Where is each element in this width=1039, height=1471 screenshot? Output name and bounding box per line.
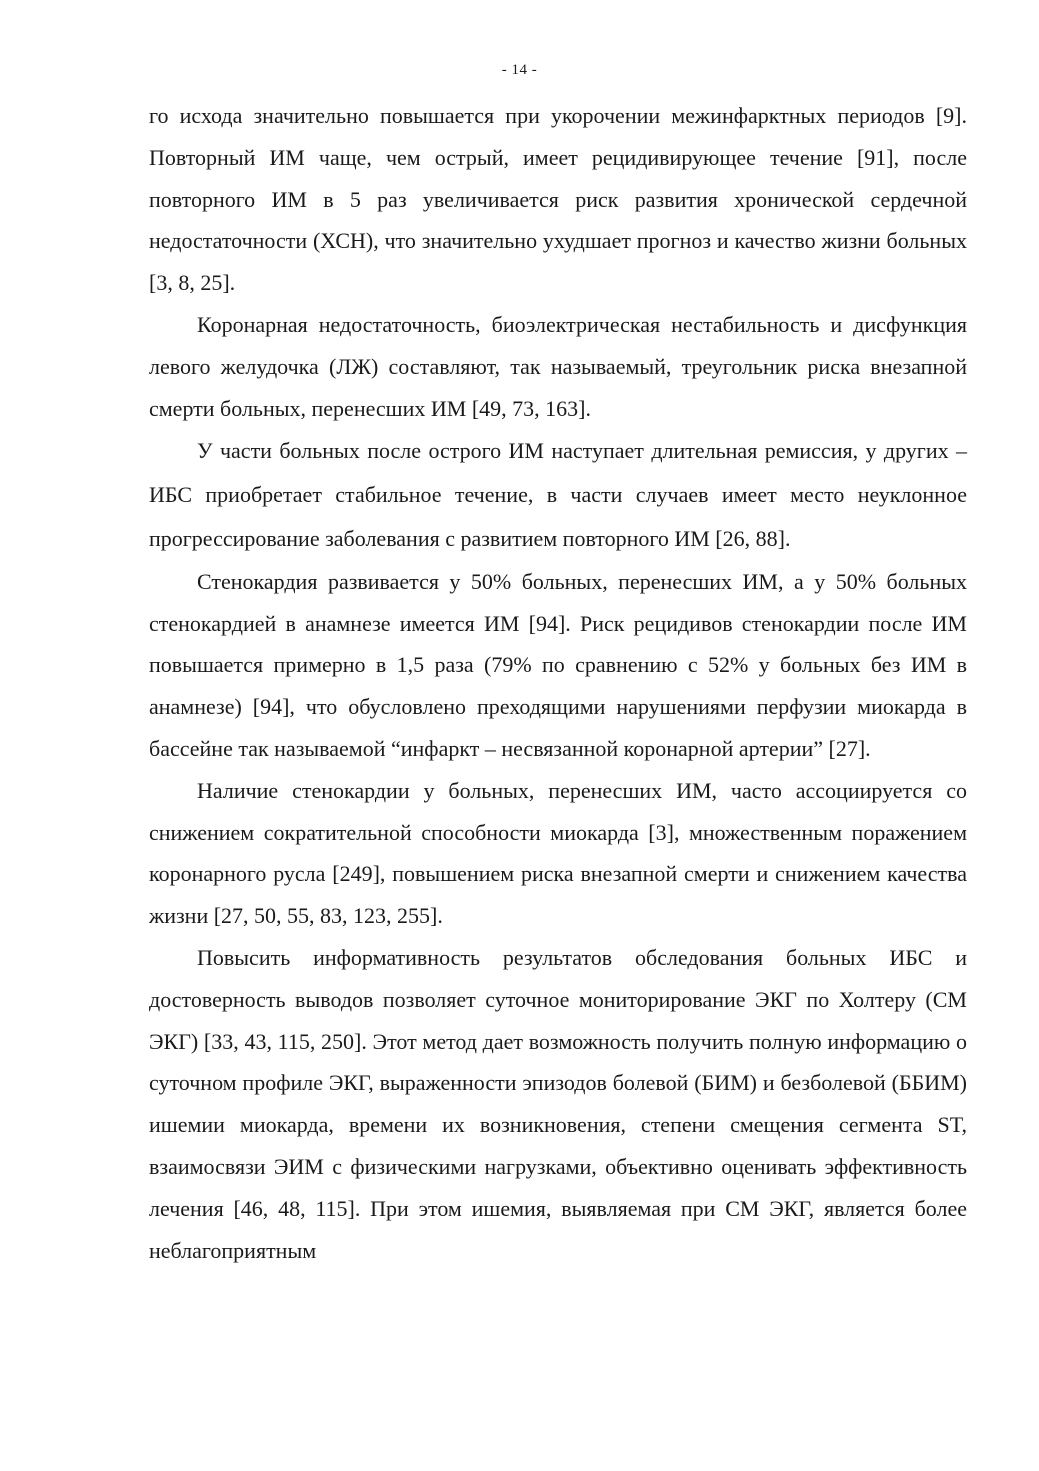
paragraph-angina-association: Наличие стенокардии у больных, перенесших ИМ, часто ассоциируется со снижением сократительной способности миокарда [3], множественным поражением коронарного русла [249], повышением риска внезапной смерти и снижением качества жизни [27, 50, 55, 83, 123, 255].	[149, 777, 967, 929]
paragraph-risk-triangle: Коронарная недостаточность, биоэлектрическая нестабильность и дисфункция левого желудочка (ЛЖ) составляют, так называемый, треугольник риска внезапной смерти больных, перенесших ИМ [49, 73, 163].	[149, 311, 967, 421]
paragraph-continuation: го исхода значительно повышается при укорочении межинфарктных периодов [9]. Повторный ИМ чаще, чем острый, имеет рецидивирующее течение [91], после повторного ИМ в 5 раз увеличивается риск развития хронической сердечной недостаточности (ХСН), что значительно ухудшает прогноз и качество жизни больных [3, 8, 25].	[149, 103, 967, 296]
paragraph-holter-monitoring: Повысить информативность результатов обследования больных ИБС и достоверность выводов позволяет суточное мониторирование ЭКГ по Холтеру (СМ ЭКГ) [33, 43, 115, 250]. Этот метод дает возможность получить полную информацию о суточном профиле ЭКГ, выраженности эпизодов болевой (БИМ) и безболевой (ББИМ) ишемии миокарда, времени их возникновения, степени смещения сегмента ST, взаимосвязи ЭИМ с физическими нагрузками, объективно оценивать эффективность лечения [46, 48, 115]. При этом ишемия, выявляемая при СМ ЭКГ, является более неблагоприятным	[149, 944, 967, 1263]
document-body	[149, 95, 967, 1271]
page-number: - 14 -	[501, 62, 538, 78]
paragraph-remission: У части больных после острого ИМ наступает длительная ремиссия, у других – ИБС приобретает стабильное течение, в части случаев имеет место неуклонное прогрессирование заболевания с развитием повторного ИМ [26, 88].	[149, 438, 967, 551]
paragraph-angina: Стенокардия развивается у 50% больных, перенесших ИМ, а у 50% больных стенокардией в анамнезе имеется ИМ [94]. Риск рецидивов стенокардии после ИМ повышается примерно в 1,5 раза (79% по сравнению с 52% у больных без ИМ в анамнезе) [94], что обусловлено преходящими нарушениями перфузии миокарда в бассейне так называемой “инфаркт – несвязанной коронарной артерии” [27].	[149, 568, 967, 761]
